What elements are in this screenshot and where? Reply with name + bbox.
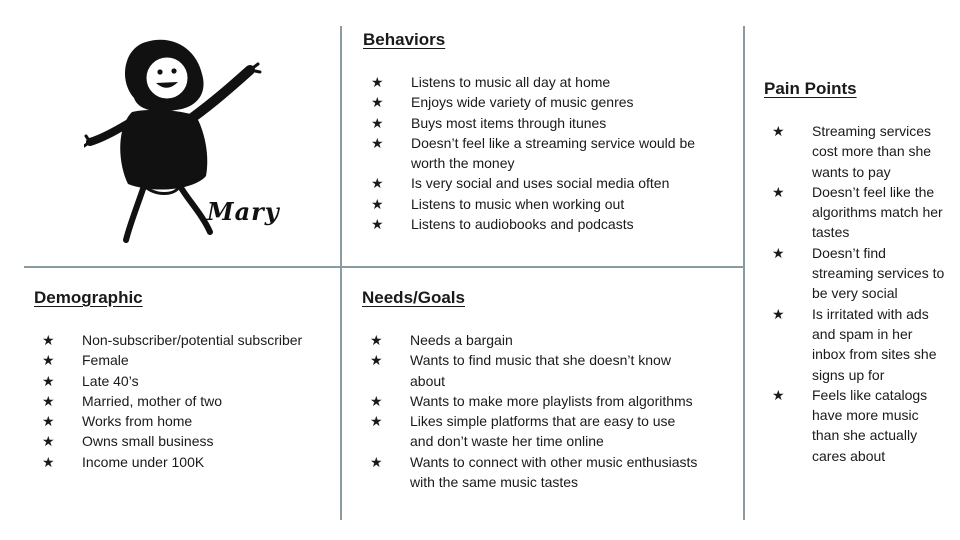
list-item: ★ Wants to find music that she doesn’t know about: [370, 352, 671, 389]
list-item: ★ Doesn’t find streaming services to be very social: [772, 244, 945, 302]
star-icon: ★: [42, 352, 55, 369]
star-icon: ★: [370, 413, 383, 430]
star-icon: ★: [772, 123, 785, 139]
needs-goals-heading: Needs/Goals: [362, 288, 465, 307]
list-item: ★ Feels like catalogs have more music than she actually cares about: [772, 386, 928, 464]
star-icon: ★: [772, 183, 785, 200]
star-icon: ★: [370, 453, 383, 470]
star-icon: ★: [772, 386, 785, 403]
star-icon: ★: [42, 372, 55, 389]
star-icon: ★: [42, 332, 55, 348]
star-icon: ★: [370, 392, 383, 409]
star-icon: ★: [42, 433, 55, 450]
star-icon: ★: [371, 134, 384, 151]
list-item: ★ Listens to music when working out: [371, 194, 701, 214]
divider-horizontal: [24, 266, 744, 268]
divider-vertical-right: [743, 26, 745, 520]
list-item: ★ Likes simple platforms that are easy to use and don’t waste her time online: [370, 413, 676, 450]
star-icon: ★: [371, 195, 384, 212]
list-item: ★ Streaming services cost more than she wants to pay: [772, 123, 932, 180]
list-item: ★ Non-subscriber/potential subscriber: [42, 330, 332, 350]
list-item: ★ Is very social and uses social media often: [371, 173, 701, 193]
star-icon: ★: [42, 392, 55, 409]
list-item: ★ Listens to music all day at home: [371, 72, 701, 92]
pain-points-heading: Pain Points: [764, 79, 857, 98]
list-item: ★ Doesn’t feel like the algorithms match her tastes: [772, 183, 943, 241]
list-item: ★ Late 40’s: [42, 371, 332, 391]
list-item: ★ Needs a bargain: [370, 330, 700, 350]
list-item: ★ Buys most items through itunes: [371, 113, 701, 133]
star-icon: ★: [772, 305, 785, 322]
demographic-list: [42, 330, 332, 472]
star-icon: ★: [42, 413, 55, 430]
list-item: ★ Enjoys wide variety of music genres: [371, 92, 701, 112]
star-icon: ★: [370, 352, 383, 369]
list-item: ★ Female: [42, 350, 332, 370]
star-icon: ★: [371, 94, 384, 111]
star-icon: ★: [371, 114, 384, 131]
behaviors-list: [371, 72, 701, 234]
star-icon: ★: [772, 244, 785, 261]
star-icon: ★: [42, 453, 55, 470]
list-item: ★ Doesn’t feel like a streaming service would be worth the money: [371, 134, 696, 172]
list-item: ★ Owns small business: [42, 431, 332, 451]
star-icon: ★: [371, 216, 384, 233]
divider-vertical-left: [340, 26, 342, 520]
list-item: ★ Wants to make more playlists from algorithms: [370, 391, 700, 411]
demographic-heading: Demographic: [34, 288, 143, 307]
pain-points-list: [772, 121, 947, 466]
persona-name: Mary: [207, 197, 280, 226]
list-item: ★ Wants to connect with other music enthusiasts with the same music tastes: [370, 453, 698, 491]
star-icon: ★: [371, 175, 384, 192]
star-icon: ★: [371, 74, 384, 90]
needs-goals-list: [370, 330, 700, 492]
star-icon: ★: [370, 332, 383, 348]
list-item: ★ Income under 100K: [42, 452, 332, 472]
behaviors-heading: Behaviors: [363, 30, 446, 49]
list-item: ★ Listens to audiobooks and podcasts: [371, 214, 701, 234]
list-item: ★ Married, mother of two: [42, 391, 332, 411]
list-item: ★ Is irritated with ads and spam in her inbox from sites she signs up for: [772, 305, 937, 383]
list-item: ★ Works from home: [42, 411, 332, 431]
